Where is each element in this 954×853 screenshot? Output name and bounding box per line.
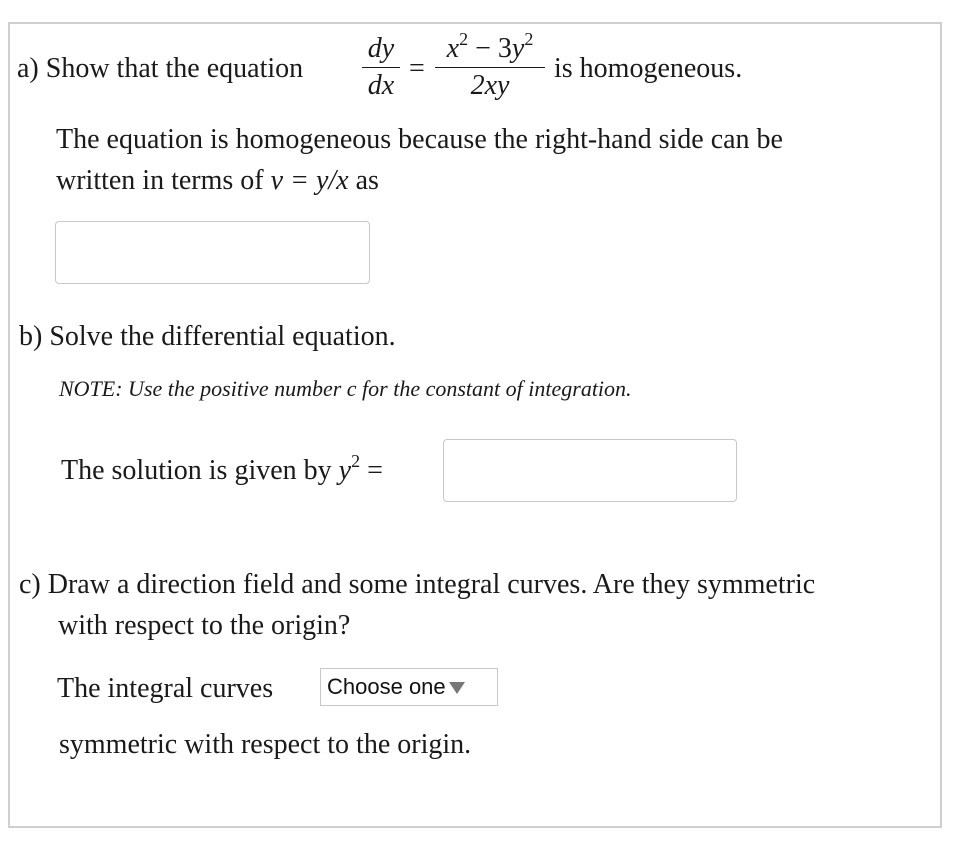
part-c-prompt-line1: c) Draw a direction field and some integral curves. Are they symmetric [19, 569, 816, 600]
part-b-answer-input[interactable] [443, 439, 737, 502]
substitution-expression: v = y/x [270, 165, 349, 196]
rhs-fraction-bar [435, 67, 545, 68]
part-a-explanation-line1: The equation is homogeneous because the right-hand side can be [56, 124, 783, 155]
part-c-trail-text: symmetric with respect to the origin. [59, 729, 472, 760]
part-b-solution-label: The solution is given by $y^2$ = [61, 451, 383, 486]
lhs-denominator: dx [367, 70, 395, 101]
part-c-prompt-line2: with respect to the origin? [58, 610, 351, 641]
select-current-value: Choose one [327, 674, 446, 699]
lhs-numerator: dy [367, 33, 395, 64]
part-b-prompt: b) Solve the differential equation. [19, 321, 396, 352]
lhs-fraction [362, 33, 400, 102]
part-c-lead-text: The integral curves [57, 673, 274, 704]
part-a-suffix: is homogeneous. [554, 53, 743, 84]
rhs-fraction [435, 29, 545, 102]
part-b-note: NOTE: Use the positive number c for the constant of integration. [59, 376, 632, 401]
part-a-explanation-line2: written in terms of v = y/x as [56, 165, 379, 196]
rhs-numerator: $x^2 - 3y^2$ [446, 29, 534, 64]
integral-curves-symmetry-select[interactable] [320, 668, 498, 706]
part-a-prefix: a) Show that the equation [17, 53, 304, 84]
triangle-down-icon[interactable] [449, 682, 465, 694]
rhs-denominator: 2xy [470, 70, 510, 101]
lhs-fraction-bar [362, 67, 400, 68]
part-a-answer-input[interactable] [55, 221, 370, 284]
equation-equals: = [409, 53, 425, 84]
